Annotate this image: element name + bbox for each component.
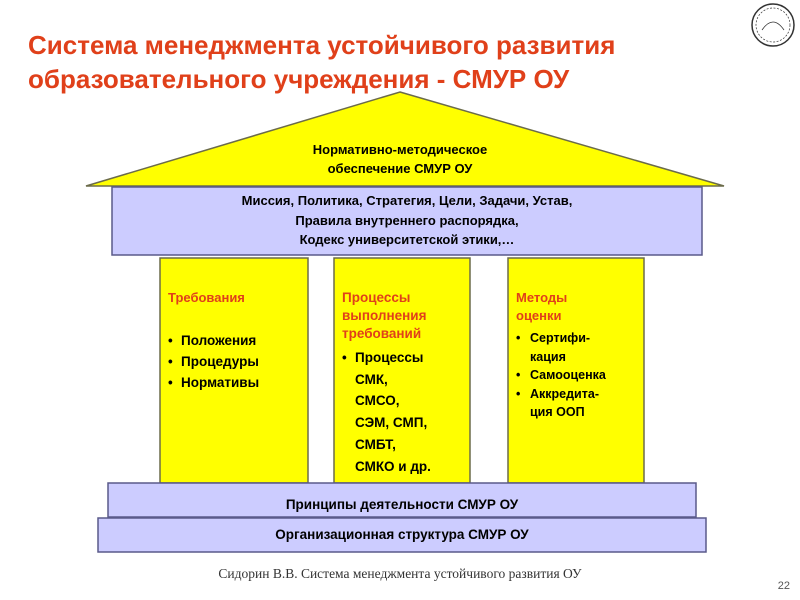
- org-structure-label: Организационная структура СМУР ОУ: [275, 527, 529, 542]
- list-item-line: СМСО,: [355, 393, 400, 409]
- column-list: [516, 329, 636, 422]
- column-list: [168, 330, 308, 393]
- footer-caption: Сидорин В.В. Система менеджмента устойчивого развития ОУ: [218, 566, 582, 581]
- column-title-line: Процессы: [342, 290, 411, 305]
- list-item: [516, 366, 636, 385]
- bullet-icon: •: [516, 386, 521, 401]
- list-item-line: Сертифи-: [530, 331, 591, 345]
- list-item-line: кация: [530, 349, 566, 364]
- list-item-line: Нормативы: [181, 375, 260, 390]
- column-title: [342, 289, 462, 343]
- column-title: [516, 289, 636, 325]
- list-item-line: Процессы: [355, 350, 424, 365]
- column-title-line: Методы: [516, 290, 568, 305]
- bullet-icon: •: [516, 331, 521, 345]
- bullet-icon: •: [168, 375, 173, 390]
- roof-line: обеспечение СМУР ОУ: [327, 161, 473, 176]
- column-title-line: выполнения: [342, 308, 427, 323]
- list-item-line: СМКО и др.: [355, 458, 431, 474]
- list-item: [516, 385, 636, 422]
- bullet-icon: •: [516, 368, 521, 382]
- list-item-line: СМБТ,: [355, 436, 396, 452]
- column-title: [168, 289, 308, 307]
- bullet-icon: •: [168, 354, 173, 369]
- list-item-line: Самооценка: [530, 368, 606, 382]
- bullet-icon: •: [168, 333, 173, 348]
- title-line: Система менеджмента устойчивого развития: [28, 30, 616, 60]
- principles-label: Принципы деятельности СМУР ОУ: [285, 497, 519, 512]
- list-item-line: Положения: [181, 333, 257, 348]
- list-item-line: Аккредита-: [530, 386, 599, 401]
- list-item: [168, 351, 308, 372]
- list-item-line: СМК,: [355, 371, 388, 387]
- column-processes: [342, 289, 462, 477]
- list-item-line: Процедуры: [181, 354, 259, 369]
- column-requirements: [168, 289, 308, 393]
- bullet-icon: •: [342, 350, 347, 365]
- column-list: [342, 347, 462, 477]
- mission-line: Кодекс университетской этики,…: [299, 232, 515, 247]
- mission-line: Миссия, Политика, Стратегия, Цели, Задачи, Устав,: [241, 193, 573, 208]
- column-title-line: требований: [342, 326, 422, 341]
- list-item: [168, 372, 308, 393]
- roof-label: [250, 140, 550, 178]
- title-line: образовательного учреждения - СМУР ОУ: [28, 64, 570, 94]
- column-title-line: оценки: [516, 308, 562, 323]
- list-item-line: ция ООП: [530, 405, 585, 419]
- list-item: [168, 330, 308, 351]
- list-item: [516, 329, 636, 366]
- mission-label: [112, 191, 702, 250]
- column-methods: [516, 289, 636, 422]
- list-item: [342, 347, 462, 477]
- roof-line: Нормативно-методическое: [312, 142, 488, 157]
- mission-line: Правила внутреннего распорядка,: [295, 212, 519, 228]
- column-title-line: Требования: [168, 290, 245, 305]
- list-item-line: СЭМ, СМП,: [355, 415, 428, 431]
- page-number: 22: [777, 580, 790, 592]
